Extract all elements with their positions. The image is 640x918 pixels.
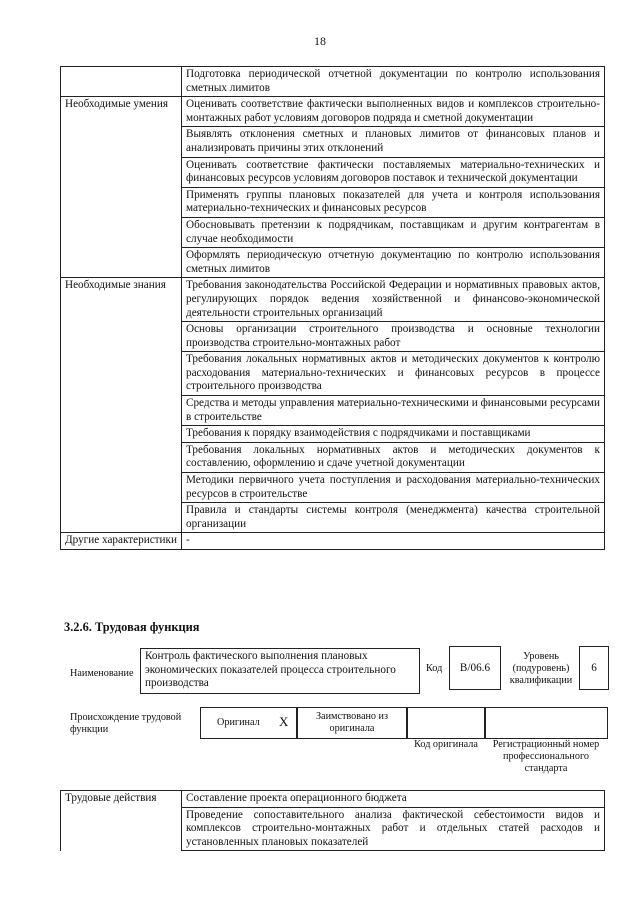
table-row bbox=[61, 533, 605, 550]
code-label: Код bbox=[426, 663, 443, 674]
row-item: Оценивать соответствие фактически поставляемых материально-технических и финансовых ресурсов условиям договоров поставок и технической документации bbox=[182, 157, 605, 187]
name-value: Контроль фактического выполнения плановых экономических показателей процесса строительного производства bbox=[145, 650, 396, 690]
row-item: Средства и методы управления материально-техническими и финансовыми ресурсами в строительстве bbox=[182, 396, 605, 426]
row-item: Оформлять периодическую отчетную документацию по контролю использования сметных лимитов bbox=[182, 248, 605, 278]
borrowed-label: Заимствовано из оригинала bbox=[315, 711, 389, 734]
row-item: Выявлять отклонения сметных и плановых лимитов от финансовых планов и анализировать причины этих отклонений bbox=[182, 127, 605, 157]
row-item: Применять группы плановых показателей для учета и контроля использования материально-технических и финансовых ресурсов bbox=[182, 187, 605, 217]
row-item: Требования к порядку взаимодействия с подрядчиками и поставщиками bbox=[182, 426, 605, 443]
table-row bbox=[61, 791, 605, 808]
row-item: Требования локальных нормативных актов и методических документов к составлению, оформлению и сдаче учетной документации bbox=[182, 442, 605, 472]
row-item: Оценивать соответствие фактически выполненных видов и комплексов строительно-монтажных работ условиям договоров подряда и сметной документации bbox=[182, 97, 605, 127]
page-number: 18 bbox=[314, 34, 326, 48]
row-label: Необходимые знания bbox=[61, 278, 182, 533]
row-item: - bbox=[182, 533, 605, 550]
table-row bbox=[61, 278, 605, 322]
code-original-box bbox=[406, 707, 486, 739]
row-item: Основы организации строительного производства и основные технологии производства строительно-монтажных работ bbox=[182, 322, 605, 352]
row-label: Необходимые умения bbox=[61, 97, 182, 278]
actions-table bbox=[60, 790, 605, 851]
name-value-box bbox=[140, 648, 420, 694]
row-label bbox=[61, 67, 182, 97]
reg-number-label: Регистрационный номер профессионального стандарта bbox=[492, 739, 600, 774]
actions-label: Трудовые действия bbox=[61, 791, 182, 851]
row-item: Методики первичного учета поступления и расходования материально-технических ресурсов в строительстве bbox=[182, 473, 605, 503]
name-label: Наименование bbox=[70, 668, 134, 679]
level-value: 6 bbox=[579, 646, 609, 690]
action-item: Проведение сопоставительного анализа фактической себестоимости видов и комплексов строительно-монтажных работ и отдельных статей расходов и установленных плановых показателей bbox=[182, 807, 605, 851]
code-value: B/06.6 bbox=[449, 646, 501, 690]
table-row bbox=[61, 67, 605, 97]
origin-label: Происхождение трудовой функции bbox=[70, 712, 182, 735]
original-label: Оригинал bbox=[217, 717, 260, 728]
original-mark: X bbox=[279, 714, 289, 729]
table-row bbox=[61, 97, 605, 127]
borrowed-box bbox=[296, 707, 408, 739]
requirements-table bbox=[60, 66, 605, 550]
row-item: Требования законодательства Российской Федерации и нормативных правовых актов, регулирующих порядок ведения хозяйственной и финансово-экономической деятельности строительных организаций bbox=[182, 278, 605, 322]
original-box bbox=[200, 707, 298, 739]
row-item: Требования локальных нормативных актов и методических документов к контролю расходования материально-технических и финансовых ресурсов в процессе строительного производства bbox=[182, 352, 605, 396]
reg-number-box bbox=[484, 707, 608, 739]
row-item: Обосновывать претензии к подрядчикам, поставщикам и другим контрагентам в случае необходимости bbox=[182, 217, 605, 247]
row-item: Подготовка периодической отчетной документации по контролю использования сметных лимитов bbox=[182, 67, 605, 97]
action-item: Составление проекта операционного бюджета bbox=[182, 791, 605, 808]
row-item: Правила и стандарты системы контроля (менеджмента) качества строительной организации bbox=[182, 503, 605, 533]
code-original-label: Код оригинала bbox=[414, 739, 478, 750]
section-title: 3.2.6. Трудовая функция bbox=[64, 620, 200, 634]
row-label: Другие характеристики bbox=[61, 533, 182, 550]
level-label: Уровень (подуровень) квалификации bbox=[509, 651, 573, 686]
